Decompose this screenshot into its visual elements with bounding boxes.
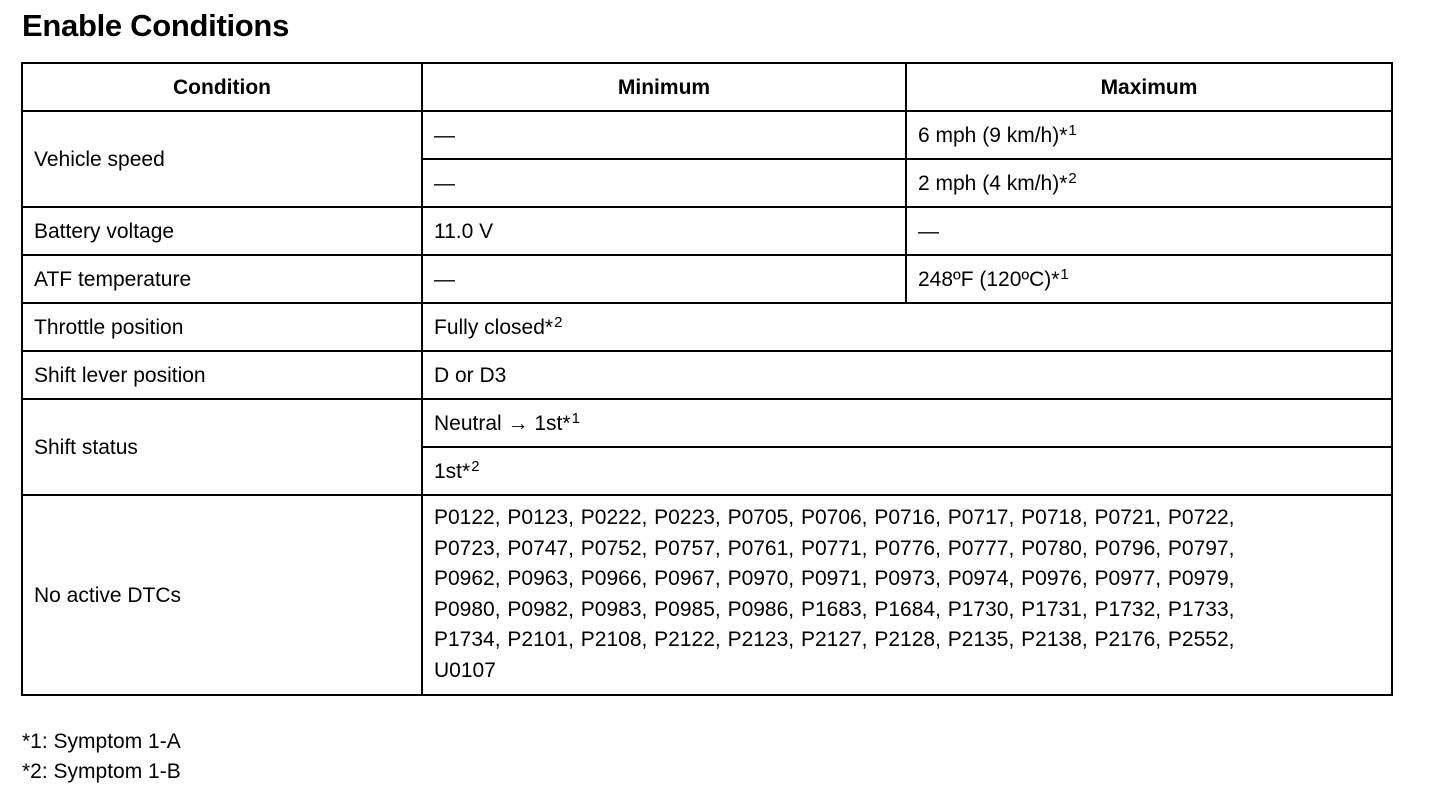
footnote-ref: 2 [471,457,480,475]
footnote-ref: 1 [1068,121,1077,139]
condition-shift-status: Shift status [22,399,422,495]
dtc-line: P1734, P2101, P2108, P2122, P2123, P2127, P2128, P2135, P2138, P2176, P2552, [434,628,1235,651]
condition-no-active-dtcs: No active DTCs [22,495,422,695]
shift-status-value-2 [422,447,1392,495]
footnote-ref: 2 [1068,169,1077,187]
throttle-position-value [422,303,1392,351]
enable-conditions-table [21,62,1393,696]
dtc-list [422,495,1392,695]
table-row [22,399,1392,447]
shift-status-value-1 [422,399,1392,447]
atf-temperature-max-text: 248ºF (120ºC)* [918,267,1060,291]
footnote-ref: 1 [1060,265,1069,283]
dtc-line: P0122, P0123, P0222, P0223, P0705, P0706, P0716, P0717, P0718, P0721, P0722, [434,506,1235,529]
vehicle-speed-max-2 [906,159,1392,207]
battery-voltage-max: — [906,207,1392,255]
atf-temperature-min: — [422,255,906,303]
shift-status-value-1-text: Neutral → 1st* [434,411,571,435]
table-row [22,351,1392,399]
table-row [22,303,1392,351]
condition-battery-voltage: Battery voltage [22,207,422,255]
table-row [22,255,1392,303]
dtc-line: P0962, P0963, P0966, P0967, P0970, P0971, P0973, P0974, P0976, P0977, P0979, [434,567,1235,590]
condition-vehicle-speed: Vehicle speed [22,111,422,207]
dtc-line: U0107 [434,658,496,682]
vehicle-speed-min-1: — [422,111,906,159]
table-row [22,207,1392,255]
dtc-line: P0723, P0747, P0752, P0757, P0761, P0771, P0776, P0777, P0780, P0796, P0797, [434,536,1235,560]
condition-shift-lever-position: Shift lever position [22,351,422,399]
vehicle-speed-min-2: — [422,159,906,207]
condition-atf-temperature: ATF temperature [22,255,422,303]
shift-status-value-2-text: 1st* [434,459,471,483]
footnote-ref: 1 [571,409,580,427]
throttle-position-value-text: Fully closed* [434,315,554,339]
footnote-1: *1: Symptom 1-A [22,730,181,753]
shift-lever-position-value: D or D3 [422,351,1392,399]
footnote-2: *2: Symptom 1-B [22,760,181,783]
vehicle-speed-max-1-text: 6 mph (9 km/h)* [918,123,1068,147]
vehicle-speed-max-1 [906,111,1392,159]
battery-voltage-min: 11.0 V [422,207,906,255]
atf-temperature-max [906,255,1392,303]
header-row [22,63,1392,111]
table-row [22,495,1392,695]
footnotes [22,727,181,787]
page-title: Enable Conditions [22,8,290,43]
table-row [22,111,1392,159]
dtc-line: P0980, P0982, P0983, P0985, P0986, P1683, P1684, P1730, P1731, P1732, P1733, [434,597,1235,621]
column-header-condition: Condition [22,63,422,111]
column-header-minimum: Minimum [422,63,906,111]
footnote-ref: 2 [554,313,563,331]
condition-throttle-position: Throttle position [22,303,422,351]
vehicle-speed-max-2-text: 2 mph (4 km/h)* [918,171,1068,195]
column-header-maximum: Maximum [906,63,1392,111]
